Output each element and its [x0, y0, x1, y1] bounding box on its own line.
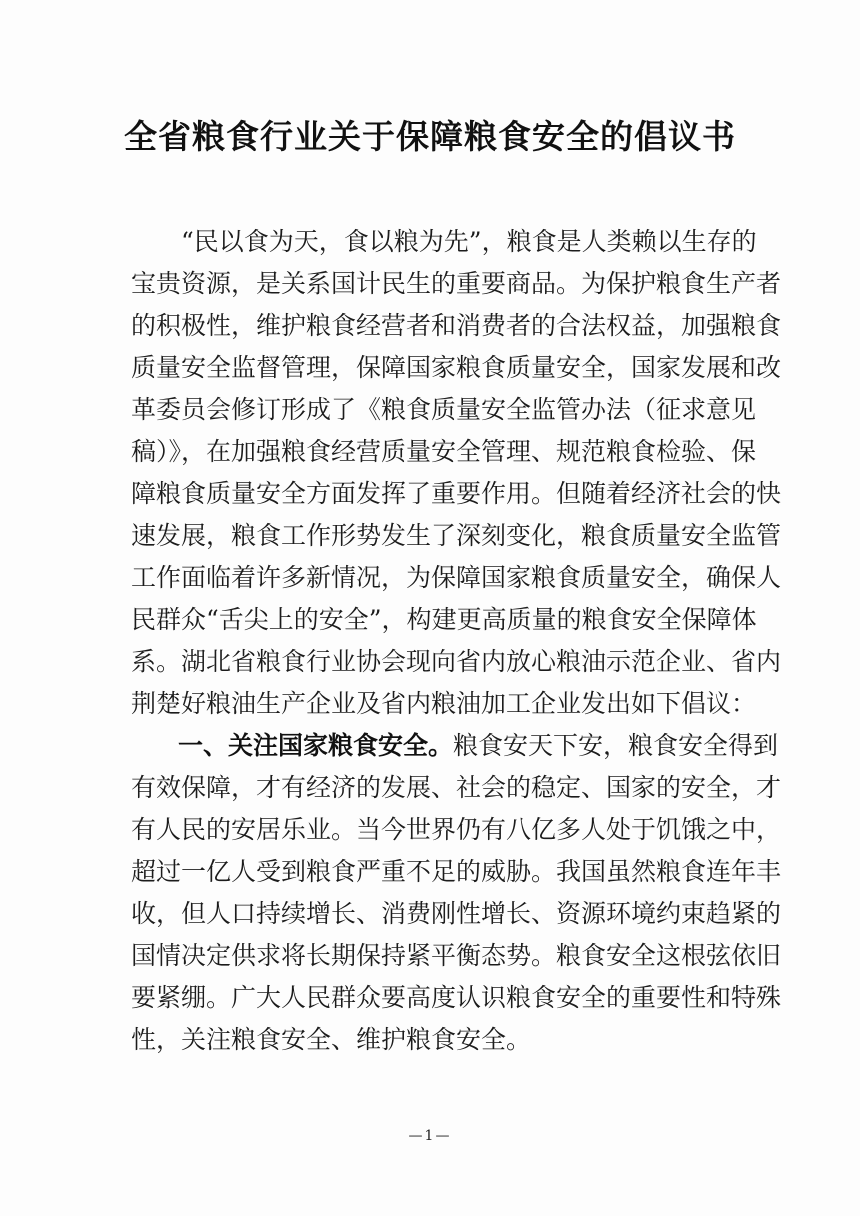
section-1-first-line-text: 粮食安天下安，粮食安全得到 — [453, 731, 779, 760]
section-1-heading: 一、关注国家粮食安全。 — [178, 731, 454, 760]
paragraph-line: 性，关注粮食安全、维护粮食安全。 — [131, 1025, 532, 1054]
page-number: —1— — [408, 1128, 452, 1144]
paragraph-line: 荆楚好粮油生产企业及省内粮油加工企业发出如下倡议： — [131, 689, 757, 718]
paragraph-line: 要紧绷。广大人民群众要高度认识粮食安全的重要性和特殊 — [131, 983, 782, 1012]
section-1-first-line — [178, 726, 779, 766]
paragraph-line: 有效保障，才有经济的发展、社会的稳定、国家的安全，才 — [131, 773, 782, 802]
paragraph-line: 障粮食质量安全方面发挥了重要作用。但随着经济社会的快 — [131, 479, 782, 508]
paragraph-line: 稿）》，在加强粮食经营质量安全管理、规范粮食检验、保 — [131, 437, 757, 466]
paragraph-line: 系。湖北省粮食行业协会现向省内放心粮油示范企业、省内 — [131, 647, 782, 676]
paragraph-line: 革委员会修订形成了《粮食质量安全监管办法（征求意见 — [131, 395, 757, 424]
paragraph-line: 国情决定供求将长期保持紧平衡态势。粮食安全这根弦依旧 — [131, 941, 782, 970]
paragraph-line: 质量安全监督管理，保障国家粮食质量安全，国家发展和改 — [131, 353, 782, 382]
paragraph-line: 工作面临着许多新情况，为保障国家粮食质量安全，确保人 — [131, 563, 782, 592]
paragraph-line: 收，但人口持续增长、消费刚性增长、资源环境约束趋紧的 — [131, 899, 782, 928]
paragraph-line: 民群众“舌尖上的安全”，构建更高质量的粮食安全保障体 — [131, 605, 757, 634]
document-title: 全省粮食行业关于保障粮食安全的倡议书 — [124, 117, 736, 156]
paragraph-line: 宝贵资源，是关系国计民生的重要商品。为保护粮食生产者 — [131, 269, 782, 298]
paragraph-line: 有人民的安居乐业。当今世界仍有八亿多人处于饥饿之中， — [131, 815, 782, 844]
paragraph-line: “民以食为天，食以粮为先”，粮食是人类赖以生存的 — [181, 227, 757, 256]
paragraph-line: 速发展，粮食工作形势发生了深刻变化，粮食质量安全监管 — [131, 521, 782, 550]
paragraph-line: 的积极性，维护粮食经营者和消费者的合法权益，加强粮食 — [131, 311, 782, 340]
paragraph-line: 超过一亿人受到粮食严重不足的威胁。我国虽然粮食连年丰 — [131, 857, 782, 886]
